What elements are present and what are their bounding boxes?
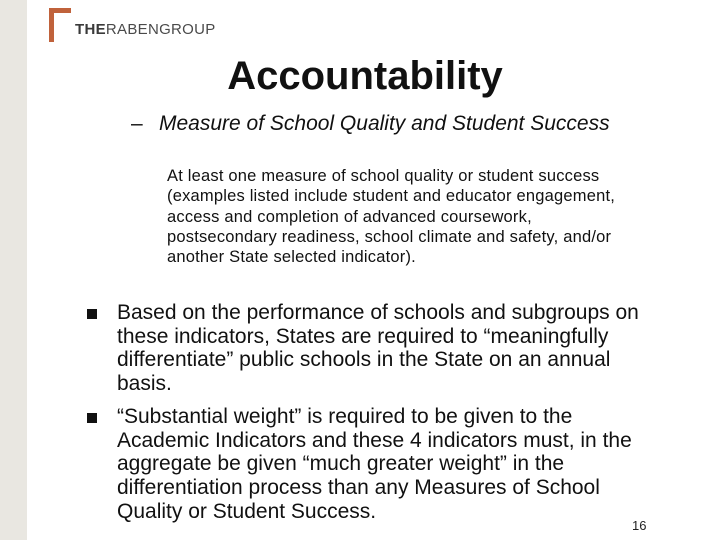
logo-mark-icon xyxy=(49,8,71,42)
sub-heading-dash: – xyxy=(131,112,143,135)
sub-heading-text: Measure of School Quality and Student Success xyxy=(159,112,610,135)
page-number: 16 xyxy=(632,518,647,533)
logo-text-regular: RABENGROUP xyxy=(105,20,216,38)
slide-title: Accountability xyxy=(227,54,503,98)
raben-group-logo xyxy=(49,8,216,42)
logo-text-bold: THE xyxy=(75,20,106,38)
logo-text xyxy=(75,21,216,38)
bullet-text: “Substantial weight” is required to be given to the Academic Indicators and these 4 indicators must, in the aggregate be given “much greater weight” in the differentiation process than any Measures of School Quality or Student Success. xyxy=(117,405,632,523)
sub-heading xyxy=(131,112,651,136)
bullet-item xyxy=(87,301,657,396)
bullet-text: Based on the performance of schools and subgroups on these indicators, States are required to “meaningfully differentiate” public schools in the State on an annual basis. xyxy=(117,301,639,396)
square-bullet-icon xyxy=(87,309,97,319)
square-bullet-icon xyxy=(87,413,97,423)
bullet-item xyxy=(87,405,657,524)
school-quality-paragraph: At least one measure of school quality or student success (examples listed include student and educator engagement, access and completion of advanced coursework, postsecondary readiness, school climate and safety, and/or another State selected indicator). xyxy=(167,167,616,267)
